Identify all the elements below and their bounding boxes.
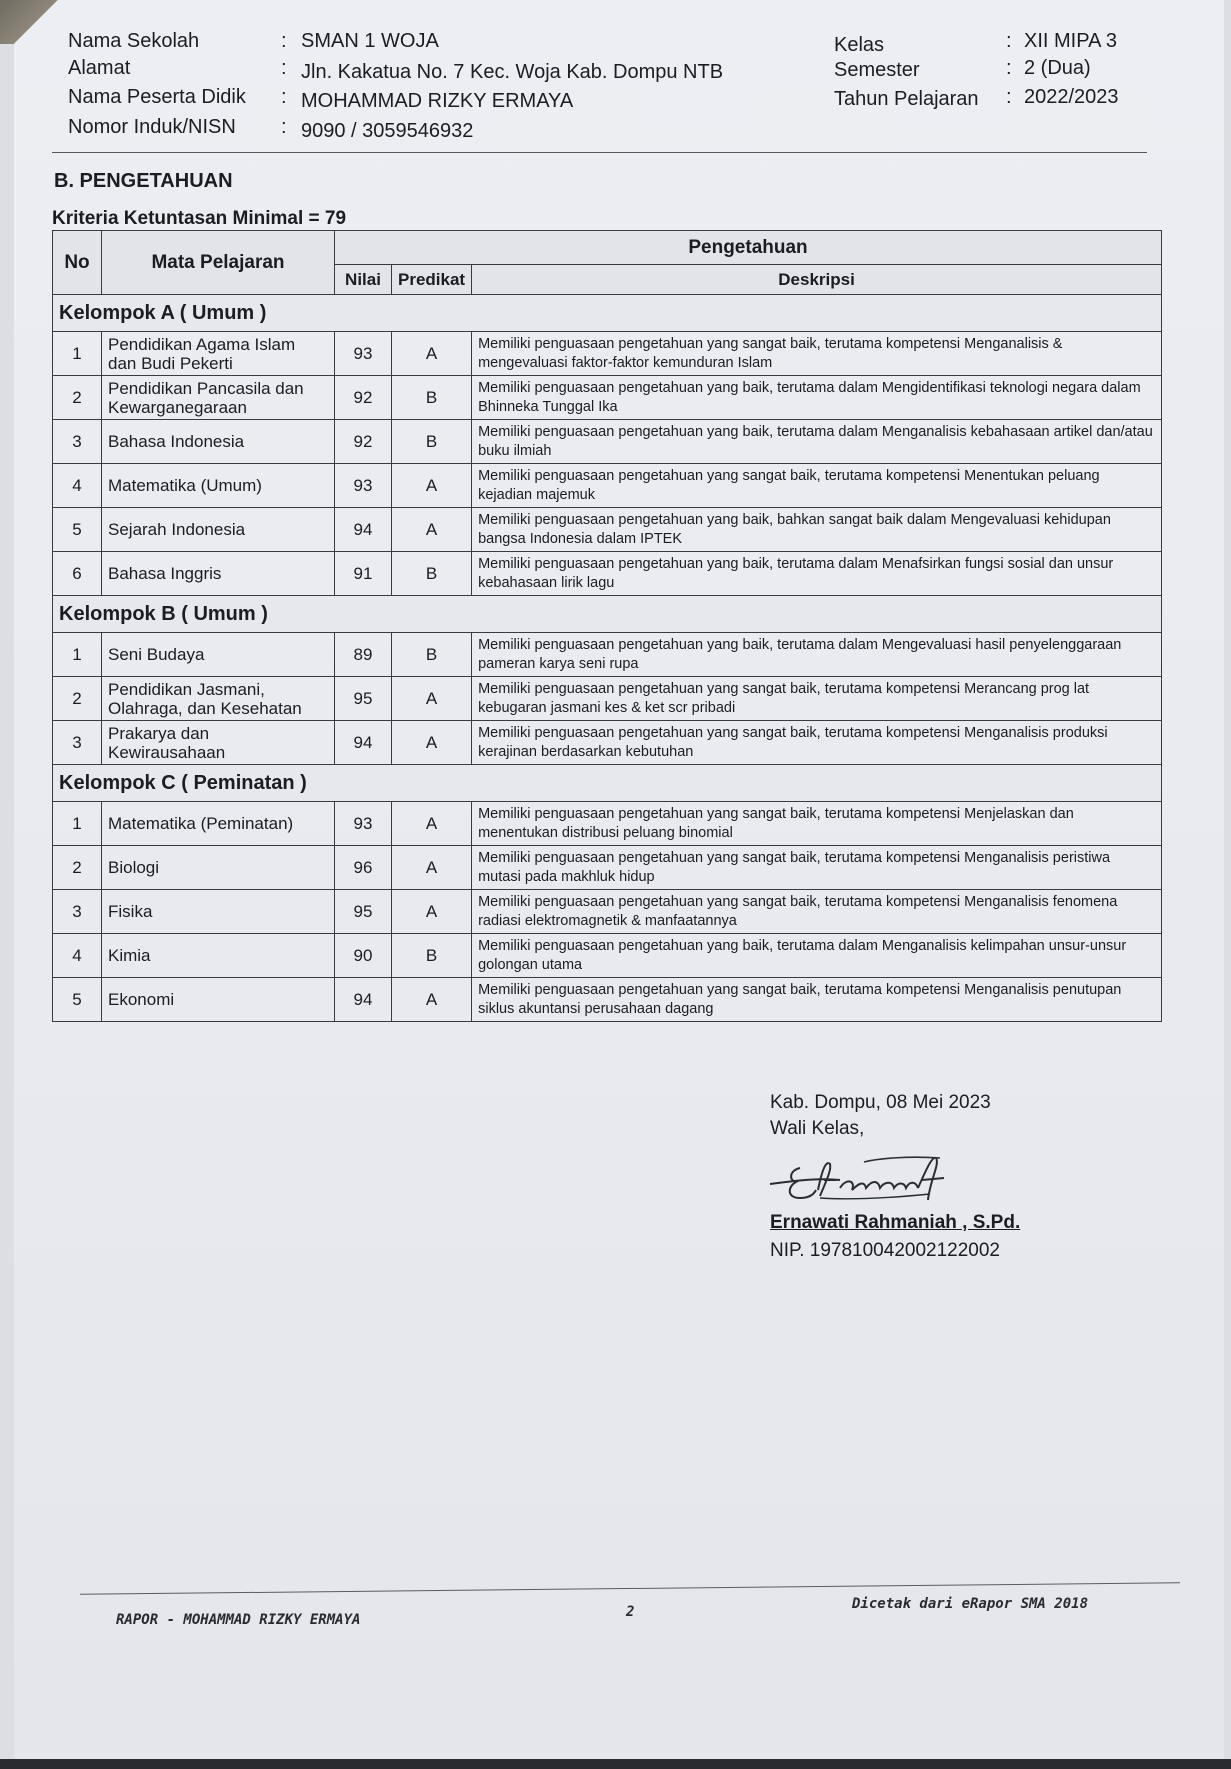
cell-description: Memiliki penguasaan pengetahuan yang baik, bahkan sangat baik dalam Mengevaluasi kehidupan bangsa Indonesia dalam IPTEK [472,508,1162,552]
table-row [53,633,1162,677]
header-colon: : [1006,57,1012,79]
col-header-score: Nilai [335,265,392,295]
cell-score: 95 [335,677,392,721]
cell-description: Memiliki penguasaan pengetahuan yang baik, terutama dalam Menafsirkan fungsi sosial dan unsur kebahasaan lirik lagu [472,552,1162,596]
cell-score: 94 [335,978,392,1022]
cell-score: 92 [335,376,392,420]
table-row [53,376,1162,420]
col-header-no: No [53,231,102,295]
header-colon: : [281,30,287,52]
section-title: B. PENGETAHUAN [54,170,233,192]
header-value-address: Jln. Kakatua No. 7 Kec. Woja Kab. Dompu NTB [301,61,724,83]
cell-score: 94 [335,721,392,765]
cell-subject: Fisika [102,890,335,934]
cell-description: Memiliki penguasaan pengetahuan yang baik, terutama dalam Mengidentifikasi teknologi negara dalam Bhinneka Tunggal Ika [472,376,1162,420]
table-row [53,802,1162,846]
footer-page-number: 2 [626,1604,635,1620]
table-row [53,508,1162,552]
desk-edge [0,1759,1231,1769]
cell-no: 2 [53,846,102,890]
cell-score: 92 [335,420,392,464]
cell-predicate: A [392,978,472,1022]
place-date: Kab. Dompu, 08 Mei 2023 [770,1092,991,1113]
cell-description: Memiliki penguasaan pengetahuan yang sangat baik, terutama kompetensi Menganalisis penutupan siklus akuntansi perusahaan dagang [472,978,1162,1022]
cell-no: 1 [53,802,102,846]
cell-predicate: A [392,802,472,846]
cell-no: 3 [53,890,102,934]
table-row [53,464,1162,508]
signer-name: Ernawati Rahmaniah , S.Pd. [770,1212,1021,1233]
cell-predicate: B [392,376,472,420]
grades-table [52,230,1162,1022]
cell-description: Memiliki penguasaan pengetahuan yang baik, terutama dalam Menganalisis kebahasaan artikel dan/atau buku ilmiah [472,420,1162,464]
col-header-description: Deskripsi [472,265,1162,295]
header-label: Nama Peserta Didik [68,86,246,108]
cell-subject: Kimia [102,934,335,978]
cell-score: 95 [335,890,392,934]
cell-description: Memiliki penguasaan pengetahuan yang sangat baik, terutama kompetensi Menganalisis produksi kerajinan berdasarkan kebutuhan [472,721,1162,765]
table-row [53,978,1162,1022]
cell-score: 94 [335,508,392,552]
table-row [53,420,1162,464]
cell-score: 90 [335,934,392,978]
header-value-class: XII MIPA 3 [1024,30,1117,52]
cell-subject: Matematika (Peminatan) [102,802,335,846]
cell-predicate: A [392,890,472,934]
cell-predicate: B [392,552,472,596]
cell-predicate: B [392,420,472,464]
header-label: Nomor Induk/NISN [68,116,236,138]
cell-no: 1 [53,633,102,677]
cell-predicate: B [392,633,472,677]
cell-subject: Ekonomi [102,978,335,1022]
header-label: Kelas [834,34,885,56]
cell-subject: Pendidikan Agama Islam dan Budi Pekerti [102,332,335,376]
cell-no: 3 [53,721,102,765]
cell-no: 4 [53,464,102,508]
cell-subject: Pendidikan Jasmani, Olahraga, dan Kesehatan [102,677,335,721]
cell-no: 3 [53,420,102,464]
cell-subject: Bahasa Inggris [102,552,335,596]
signer-role: Wali Kelas, [770,1118,865,1139]
cell-description: Memiliki penguasaan pengetahuan yang sangat baik, terutama kompetensi Menganalisis peristiwa mutasi pada makhluk hidup [472,846,1162,890]
header-value-semester: 2 (Dua) [1024,57,1091,79]
cell-predicate: A [392,677,472,721]
cell-description: Memiliki penguasaan pengetahuan yang sangat baik, terutama kompetensi Menentukan peluang kejadian majemuk [472,464,1162,508]
cell-subject: Seni Budaya [102,633,335,677]
cell-description: Memiliki penguasaan pengetahuan yang sangat baik, terutama kompetensi Menganalisis & mengevaluasi faktor-faktor kemunduran Islam [472,332,1162,376]
cell-score: 91 [335,552,392,596]
table-row [53,890,1162,934]
header-label: Alamat [68,57,131,79]
header-label: Semester [834,59,920,81]
signer-nip: NIP. 197810042002122002 [770,1240,1000,1261]
cell-no: 5 [53,978,102,1022]
header-label: Tahun Pelajaran [834,88,979,110]
header-colon: : [281,57,287,79]
cell-subject: Matematika (Umum) [102,464,335,508]
cell-predicate: B [392,934,472,978]
cell-no: 4 [53,934,102,978]
cell-no: 2 [53,677,102,721]
table-row [53,846,1162,890]
cell-score: 93 [335,802,392,846]
cell-description: Memiliki penguasaan pengetahuan yang sangat baik, terutama kompetensi Menganalisis fenomena radiasi elektromagnetik & manfaatannya [472,890,1162,934]
cell-predicate: A [392,464,472,508]
cell-no: 1 [53,332,102,376]
header-value-school: SMAN 1 WOJA [301,30,439,52]
header-colon: : [1006,30,1012,52]
cell-subject: Pendidikan Pancasila dan Kewarganegaraan [102,376,335,420]
header-value-year: 2022/2023 [1024,86,1119,108]
cell-score: 96 [335,846,392,890]
cell-no: 5 [53,508,102,552]
header-divider [52,152,1147,153]
header-value-student: MOHAMMAD RIZKY ERMAYA [301,90,574,112]
cell-no: 2 [53,376,102,420]
cell-predicate: A [392,846,472,890]
table-row [53,332,1162,376]
cell-subject: Biologi [102,846,335,890]
cell-predicate: A [392,508,472,552]
cell-description: Memiliki penguasaan pengetahuan yang sangat baik, terutama kompetensi Menjelaskan dan menentukan distribusi peluang binomial [472,802,1162,846]
table-row [53,721,1162,765]
header-colon: : [281,116,287,138]
cell-description: Memiliki penguasaan pengetahuan yang baik, terutama dalam Mengevaluasi hasil penyelenggaraan pameran karya seni rupa [472,633,1162,677]
cell-score: 89 [335,633,392,677]
group-title: Kelompok C ( Peminatan ) [53,765,1162,802]
header-value-nisn: 9090 / 3059546932 [301,120,474,142]
group-title: Kelompok B ( Umum ) [53,596,1162,633]
kkm-label: Kriteria Ketuntasan Minimal = 79 [52,208,347,229]
footer-left: RAPOR - MOHAMMAD RIZKY ERMAYA [116,1612,361,1628]
table-row [53,934,1162,978]
col-header-group: Pengetahuan [335,231,1162,265]
header-colon: : [1006,86,1012,108]
table-row [53,677,1162,721]
page-corner-shadow [0,0,60,44]
table-row [53,552,1162,596]
header-label: Nama Sekolah [68,30,200,52]
cell-score: 93 [335,464,392,508]
cell-subject: Prakarya dan Kewirausahaan [102,721,335,765]
cell-description: Memiliki penguasaan pengetahuan yang sangat baik, terutama kompetensi Merancang prog lat kebugaran jasmani kes & ket scr pribadi [472,677,1162,721]
cell-predicate: A [392,721,472,765]
cell-subject: Sejarah Indonesia [102,508,335,552]
col-header-predicate: Predikat [392,265,472,295]
cell-predicate: A [392,332,472,376]
header-colon: : [281,86,287,108]
footer-right: Dicetak dari eRapor SMA 2018 [852,1596,1089,1612]
cell-score: 93 [335,332,392,376]
col-header-subject: Mata Pelajaran [102,231,335,295]
cell-description: Memiliki penguasaan pengetahuan yang baik, terutama dalam Menganalisis kelimpahan unsur-unsur golongan utama [472,934,1162,978]
group-title: Kelompok A ( Umum ) [53,295,1162,332]
cell-subject: Bahasa Indonesia [102,420,335,464]
cell-no: 6 [53,552,102,596]
handwritten-signature [760,1140,980,1220]
